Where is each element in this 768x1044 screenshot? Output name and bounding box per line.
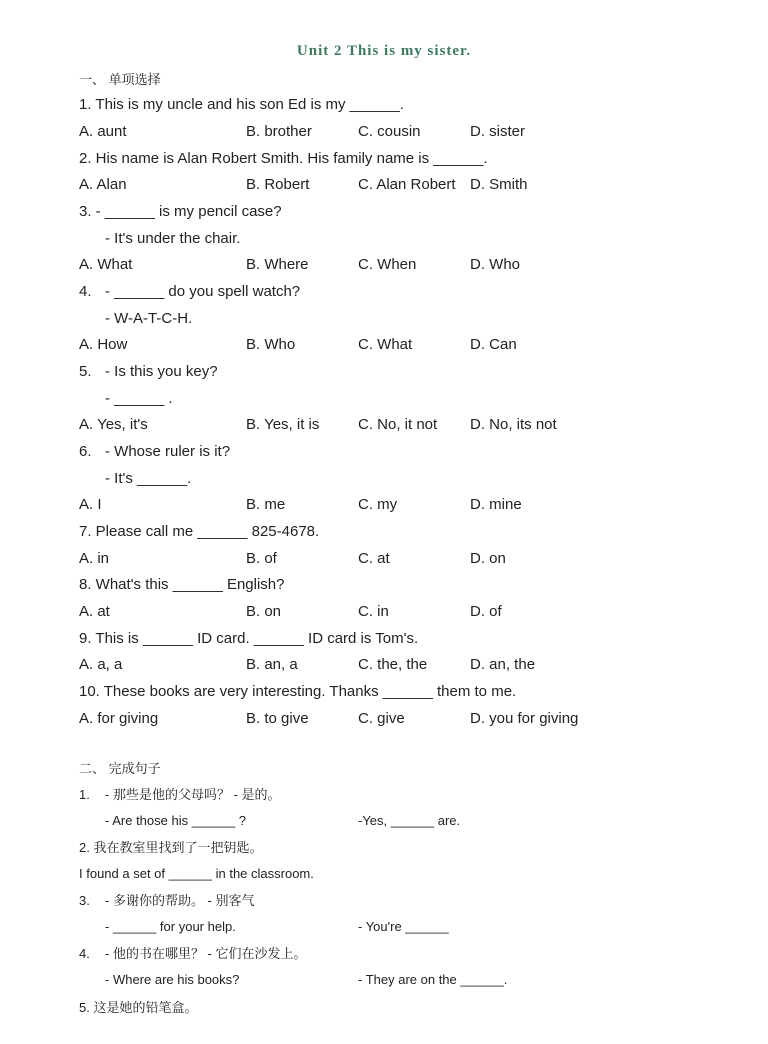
sentence-2-chinese: 2. 我在教室里找到了一把钥匙。 xyxy=(79,840,263,855)
q4-option-c: C. What xyxy=(358,336,413,353)
q10-option-d: D. you for giving xyxy=(470,710,579,727)
sentence-4-part-a: - Where are his books? xyxy=(105,972,240,987)
sentence-4-part-b: - They are on the ______. xyxy=(358,972,508,987)
q2-option-a: A. Alan xyxy=(79,176,127,193)
q9-option-c: C. the, the xyxy=(358,656,428,673)
sentence-1-chinese: - 那些是他的父母吗？ - 是的。 xyxy=(105,787,281,802)
sentence-1-number: 1. xyxy=(79,787,90,802)
q1-option-a: A. aunt xyxy=(79,123,127,140)
q8-option-d: D. of xyxy=(470,603,502,620)
q9-option-a: A. a, a xyxy=(79,656,123,673)
sentence-1-part-a: - Are those his ______ ? xyxy=(105,813,246,828)
q3-option-c: C. When xyxy=(358,256,417,273)
sentence-3-part-a: - ______ for your help. xyxy=(105,919,236,934)
question-6: - Whose ruler is it? xyxy=(105,443,231,460)
q1-option-b: B. brother xyxy=(246,123,312,140)
q2-option-d: D. Smith xyxy=(470,176,528,193)
question-7: 7. Please call me ______ 825-4678. xyxy=(79,523,320,540)
q5-option-a: A. Yes, it's xyxy=(79,416,148,433)
sentence-3-number: 3. xyxy=(79,893,90,908)
q6-option-b: B. me xyxy=(246,496,286,513)
q1-option-d: D. sister xyxy=(470,123,526,140)
question-4-answer-line: - W-A-T-C-H. xyxy=(105,310,193,327)
q3-option-b: B. Where xyxy=(246,256,309,273)
page-title: Unit 2 This is my sister. xyxy=(296,43,472,59)
question-5: - Is this you key? xyxy=(105,363,218,380)
q8-option-c: C. in xyxy=(358,603,389,620)
q7-option-d: D. on xyxy=(470,550,506,567)
q6-option-c: C. my xyxy=(358,496,398,513)
question-4-number: 4. xyxy=(79,283,92,300)
q4-option-d: D. Can xyxy=(470,336,517,353)
q3-option-d: D. Who xyxy=(470,256,521,273)
q10-option-c: C. give xyxy=(358,710,405,727)
q5-option-d: D. No, its not xyxy=(470,416,557,433)
q7-option-c: C. at xyxy=(358,550,390,567)
q6-option-d: D. mine xyxy=(470,496,522,513)
q3-option-a: A. What xyxy=(79,256,133,273)
sentence-1-part-b: -Yes, ______ are. xyxy=(358,813,461,828)
sentence-3-part-b: - You're ______ xyxy=(358,919,449,934)
question-1: 1. This is my uncle and his son Ed is my ______. xyxy=(79,96,404,113)
sentence-4-number: 4. xyxy=(79,946,90,961)
question-6-answer-line: - It's ______. xyxy=(105,470,192,487)
q2-option-c: C. Alan Robert xyxy=(358,176,456,193)
q7-option-a: A. in xyxy=(79,550,110,567)
q2-option-b: B. Robert xyxy=(246,176,310,193)
q9-option-b: B. an, a xyxy=(246,656,298,673)
sentence-5-chinese: 5. 这是她的铅笔盒。 xyxy=(79,1000,198,1015)
question-3: 3. - ______ is my pencil case? xyxy=(79,203,282,220)
question-2: 2. His name is Alan Robert Smith. His family name is ______. xyxy=(79,150,488,167)
q1-option-c: C. cousin xyxy=(358,123,421,140)
question-3-answer-line: - It's under the chair. xyxy=(105,230,241,247)
q8-option-b: B. on xyxy=(246,603,282,620)
q7-option-b: B. of xyxy=(246,550,277,567)
section1-heading: 一、 单项选择 xyxy=(79,72,161,87)
q6-option-a: A. I xyxy=(79,496,102,513)
q9-option-d: D. an, the xyxy=(470,656,536,673)
q5-option-b: B. Yes, it is xyxy=(246,416,320,433)
q10-option-b: B. to give xyxy=(246,710,309,727)
section2-heading: 二、 完成句子 xyxy=(79,761,161,776)
q4-option-a: A. How xyxy=(79,336,128,353)
q4-option-b: B. Who xyxy=(246,336,296,353)
sentence-4-chinese: - 他的书在哪里？ - 它们在沙发上。 xyxy=(105,946,307,961)
q8-option-a: A. at xyxy=(79,603,110,620)
question-5-answer-line: - ______ . xyxy=(105,390,173,407)
q5-option-c: C. No, it not xyxy=(358,416,438,433)
question-8: 8. What's this ______ English? xyxy=(79,576,285,593)
sentence-2-part-a: I found a set of ______ in the classroom. xyxy=(79,866,314,881)
sentence-3-chinese: - 多谢你的帮助。 - 别客气 xyxy=(105,893,255,908)
question-4: - ______ do you spell watch? xyxy=(105,283,301,300)
question-5-number: 5. xyxy=(79,363,92,380)
question-6-number: 6. xyxy=(79,443,92,460)
question-10: 10. These books are very interesting. Thanks ______ them to me. xyxy=(79,683,517,700)
q10-option-a: A. for giving xyxy=(79,710,159,727)
question-9: 9. This is ______ ID card. ______ ID card is Tom's. xyxy=(79,630,419,647)
